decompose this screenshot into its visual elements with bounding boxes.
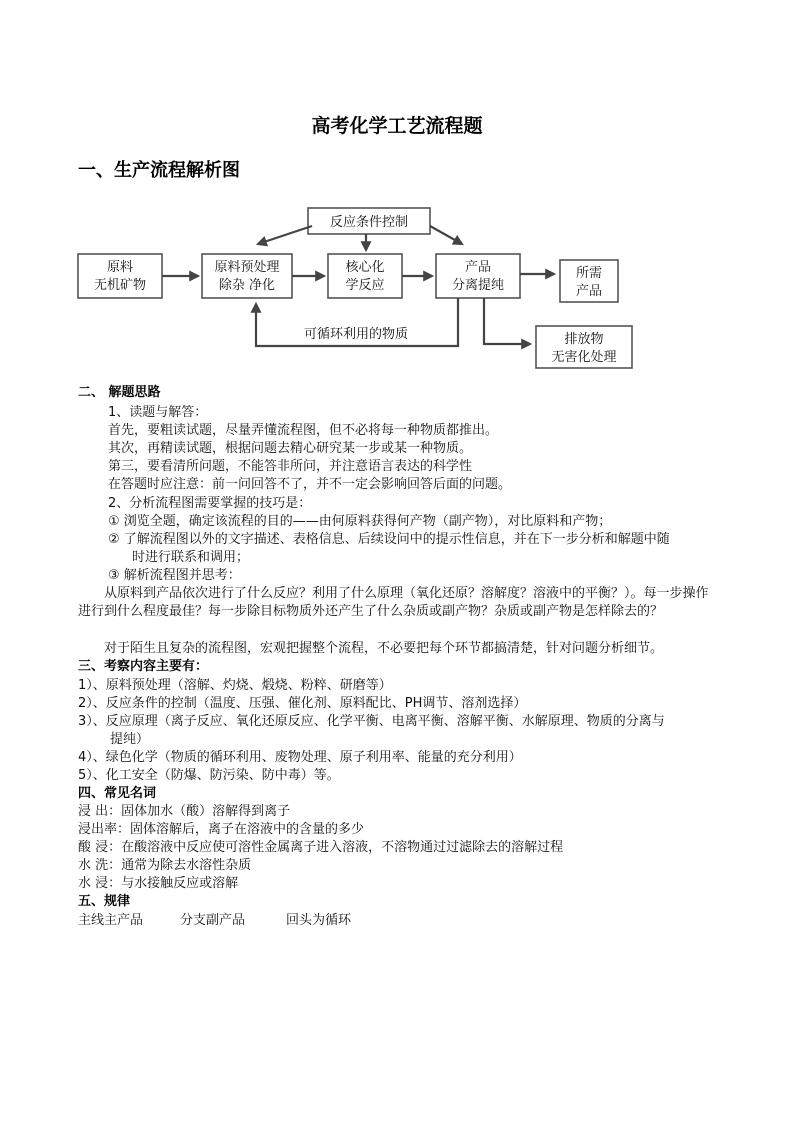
s2-line-1: 1、读题与解答： (108, 405, 208, 420)
s3-item-1: 1）、原料预处理（溶解、灼烧、煅烧、粉粹、研磨等） (78, 678, 392, 693)
label-reaction-control: 反应条件控制 (329, 215, 409, 230)
section5-heading: 五、规律 (78, 894, 131, 909)
s2-line-2: 首先，要粗读试题，尽量弄懂流程图，但不必将每一种物质都推出。 (108, 423, 499, 438)
label-need-1: 所需 (575, 266, 603, 281)
s2-line-7: ① 浏览全题，确定该流程的目的——由何原料获得何产物（副产物），对比原料和产物； (108, 514, 612, 529)
section2-heading: 二、 解题思路 (78, 385, 161, 400)
section1-heading: 一、生产流程解析图 (78, 160, 240, 181)
s2-line-5: 在答题时应注意：前一问回答不了，并不一定会影响回答后面的问题。 (108, 477, 512, 492)
arrow-control-to-pre (258, 226, 312, 244)
arrow-control-to-sep (430, 226, 462, 244)
s4-term-2: 浸出率：固体溶解后，离子在溶液中的含量的多少 (78, 822, 365, 837)
label-waste-1: 排放物 (564, 332, 604, 347)
s5-rule-2: 分支副产品 (180, 913, 246, 928)
s5-rule-1: 主线主产品 (78, 913, 144, 928)
s2-line-3: 其次，再精读试题，根据问题去精心研究某一步或某一种物质。 (108, 441, 473, 456)
label-core-1: 核心化 (345, 260, 385, 275)
s4-term-3: 酸 浸：在酸溶液中反应使可溶性金属离子进入溶液，不溶物通过过滤除去的溶解过程 (78, 840, 564, 855)
s3-item-3b: 提纯） (110, 732, 150, 747)
label-sep-1: 产品 (464, 260, 492, 275)
s2-line-8b: 时进行联系和调用； (132, 550, 250, 565)
section4-heading: 四、常见名词 (78, 786, 157, 801)
s2-paragraph-2: 对于陌生且复杂的流程图，宏观把握整个流程，不必要把每个环节都搞清楚，针对问题分析细节。 (104, 641, 664, 656)
s2-line-9: ③ 解析流程图并思考： (108, 568, 241, 583)
s2-line-4: 第三，要看清所问题，不能答非所问，并注意语言表达的科学性 (108, 459, 473, 474)
s4-term-4: 水 洗：通常为除去水溶性杂质 (78, 858, 252, 873)
s2-paragraph-1: 从原料到产品依次进行了什么反应？利用了什么原理（氧化还原？溶解度？溶液中的平衡？）。每一步操作进行到什么程度最佳？每一步除目标物质外还产生了什么杂质或副产物？杂质或副产物是怎样除去的？ (78, 586, 709, 619)
label-need-2: 产品 (575, 284, 603, 299)
arrow-sep-to-waste (484, 298, 530, 344)
s5-rule-3: 回头为循环 (286, 913, 352, 928)
label-pre-2: 除杂 净化 (218, 278, 276, 293)
production-flow-diagram (60, 198, 660, 378)
label-waste-2: 无害化处理 (551, 350, 617, 365)
label-core-2: 学反应 (345, 278, 385, 293)
s4-term-5: 水 浸：与水接触反应或溶解 (78, 876, 239, 891)
s2-line-6: 2、分析流程图需要掌握的技巧是： (108, 496, 312, 511)
s3-item-5: 5）、化工安全（防爆、防污染、防中毒）等。 (78, 768, 340, 783)
label-raw-1: 原料 (106, 260, 134, 275)
s2-line-8a: ② 了解流程图以外的文字描述、表格信息、后续设问中的提示性信息，并在下一步分析和解题中随 (108, 532, 670, 547)
s3-item-4: 4）、绿色化学（物质的循环利用、废物处理、原子利用率、能量的充分利用） (78, 750, 522, 765)
label-pre-1: 原料预处理 (214, 260, 280, 275)
label-recycle: 可循环利用的物质 (303, 327, 409, 342)
page-title: 高考化学工艺流程题 (311, 115, 483, 137)
label-raw-2: 无机矿物 (93, 278, 147, 293)
s3-item-2: 2）、反应条件的控制（温度、压强、催化剂、原料配比、PH调节、溶剂选择） (78, 696, 527, 711)
s3-item-3a: 3）、反应原理（离子反应、氧化还原反应、化学平衡、电离平衡、溶解平衡、水解原理、物质的分离与 (78, 714, 665, 729)
section3-heading: 三、考察内容主要有： (78, 659, 209, 674)
label-sep-2: 分离提纯 (451, 278, 505, 293)
s4-term-1: 浸 出：固体加水（酸）溶解得到离子 (78, 804, 291, 819)
